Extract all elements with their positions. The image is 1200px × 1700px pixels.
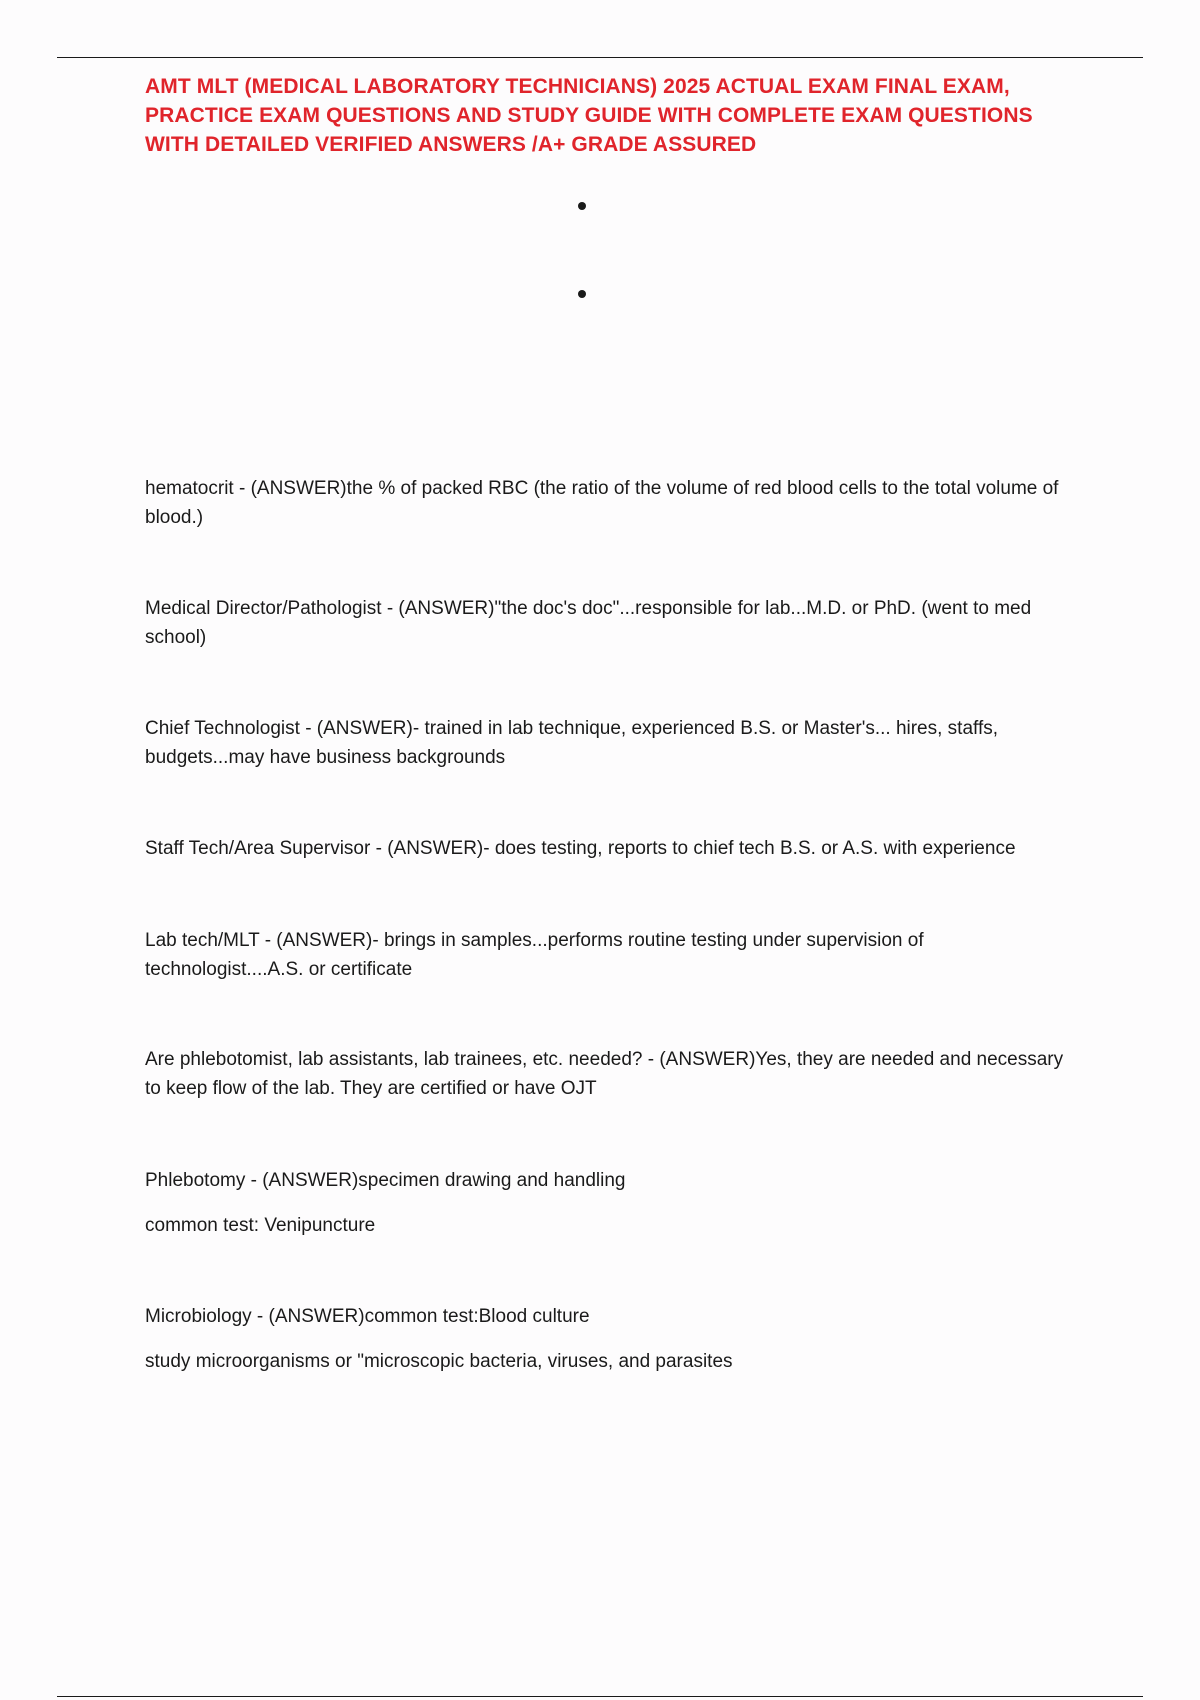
qa-text: Are phlebotomist, lab assistants, lab trainees, etc. needed? - (ANSWER)Yes, they are needed and necessary to keep flow of the lab. They are certified or have OJT — [145, 1049, 1064, 1099]
qa-text: Medical Director/Pathologist - (ANSWER)"the doc's doc"...responsible for lab...M.D. or PhD. (went to med school) — [145, 598, 1032, 648]
qa-entry-lab-tech — [145, 926, 1075, 984]
qa-entry-phlebotomist-needed — [145, 1045, 1075, 1103]
qa-entry-phlebotomy — [145, 1166, 1075, 1240]
qa-text: Staff Tech/Area Supervisor - (ANSWER)- does testing, reports to chief tech B.S. or A.S. with experience — [145, 838, 1016, 859]
qa-subtext: common test: Venipuncture — [145, 1215, 376, 1236]
qa-text: Phlebotomy - (ANSWER)specimen drawing and handling — [145, 1170, 626, 1191]
qa-entry-chief-technologist — [145, 714, 1075, 772]
top-rule — [57, 57, 1143, 58]
qa-text: Microbiology - (ANSWER)common test:Blood culture — [145, 1306, 590, 1327]
bottom-rule — [57, 1696, 1143, 1697]
qa-entry-microbiology — [145, 1302, 1075, 1376]
qa-entry-staff-tech — [145, 834, 1155, 863]
qa-entry-hematocrit — [145, 474, 1075, 532]
bullet-icon — [578, 202, 586, 210]
bullet-icon — [578, 290, 586, 298]
qa-text: Chief Technologist - (ANSWER)- trained in lab technique, experienced B.S. or Master's... hires, staffs, budgets...may have business backgrounds — [145, 718, 999, 768]
qa-text: hematocrit - (ANSWER)the % of packed RBC (the ratio of the volume of red blood cells to the total volume of blood.) — [145, 478, 1059, 528]
qa-text: Lab tech/MLT - (ANSWER)- brings in samples...performs routine testing under supervision of technologist....A.S. or certificate — [145, 930, 924, 980]
document-title: AMT MLT (MEDICAL LABORATORY TECHNICIANS) 2025 ACTUAL EXAM FINAL EXAM, PRACTICE EXAM QUESTIONS AND STUDY GUIDE WITH COMPLETE EXAM QUESTIONS WITH DETAILED VERIFIED ANSWERS /A+ GRADE ASSURED — [145, 75, 1033, 156]
qa-subtext: study microorganisms or "microscopic bacteria, viruses, and parasites — [145, 1351, 733, 1372]
qa-entry-medical-director — [145, 594, 1075, 652]
